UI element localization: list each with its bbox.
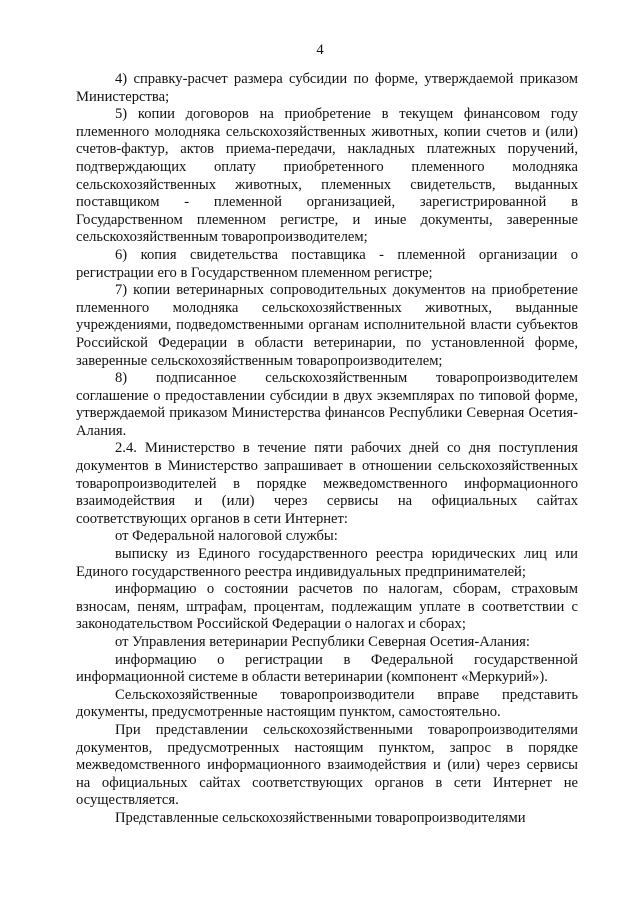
paragraph-item-7: 7) копии ветеринарных сопроводительных документов на приобретение племенного молодняка сельскохозяйственных животных, выданные учреждениями, подведомственными органам исполнительной власти субъектов Российской Федерации в области ветеринарии, по установленной форме, заверенные сельскохозяйственным товаропроизводителем; xyxy=(76,282,578,369)
paragraph-clause-2-4: 2.4. Министерство в течение пяти рабочих дней со дня поступления документов в Министерство запрашивает в отношении сельскохозяйственных товаропроизводителей в порядке межведомственного информационного взаимодействия и (или) через сервисы на официальных сайтах соответствующих органов в сети Интернет: xyxy=(76,440,578,527)
document-body xyxy=(76,71,578,828)
paragraph-self-submission: Сельскохозяйственные товаропроизводители вправе представить документы, предусмотренные настоящим пунктом, самостоятельно. xyxy=(76,686,578,721)
paragraph-mercury-registration: информацию о регистрации в Федеральной государственной информационной системе в области ветеринарии (компонент «Меркурий»). xyxy=(76,651,578,686)
paragraph-submitted-documents: Представленные сельскохозяйственными товаропроизводителями xyxy=(115,809,526,826)
paragraph-item-6: 6) копия свидетельства поставщика - племенной организации о регистрации его в Государственном племенном регистре; xyxy=(76,246,578,281)
paragraph-registry-extract: выписку из Единого государственного реестра юридических лиц или Единого государственного реестра индивидуальных предпринимателей; xyxy=(76,546,578,580)
paragraph-tax-service: от Федеральной налоговой службы: xyxy=(115,528,338,545)
paragraph-tax-settlements: информацию о состоянии расчетов по налогам, сборам, страховым взносам, пеням, штрафам, процентам, подлежащим уплате в соответствии с законодательством Российской Федерации о налогах и сборах; xyxy=(76,581,578,633)
paragraph-no-request: При представлении сельскохозяйственными товаропроизводителями документов, предусмотренных настоящим пунктом, запрос в порядке межведомственного информационного взаимодействия и (или) через сервисы на официальных сайтах соответствующих органов в сети Интернет не осуществляется. xyxy=(76,721,578,809)
page-number: 4 xyxy=(316,42,324,58)
paragraph-item-4: 4) справку-расчет размера субсидии по форме, утверждаемой приказом Министерства; xyxy=(76,71,578,105)
paragraph-veterinary-department: от Управления ветеринарии Республики Северная Осетия-Алания: xyxy=(115,634,530,650)
paragraph-item-8: 8) подписанное сельскохозяйственным товаропроизводителем соглашение о предоставлении субсидии в двух экземплярах по типовой форме, утверждаемой приказом Министерства финансов Республики Северная Осетия-Алания. xyxy=(76,370,578,439)
paragraph-item-5: 5) копии договоров на приобретение в текущем финансовом году племенного молодняка сельскохозяйственных животных, копии счетов и (или) счетов-фактур, актов приема-передачи, накладных платежных поручений, подтверждающих оплату приобретенного племенного молодняка сельскохозяйственных животных, племенных свидетельств, выданных поставщиком - племенной организацией, зарегистрированной в Государственном племенном регистре, и иные документы, заверенные сельскохозяйственным товаропроизводителем; xyxy=(76,106,578,246)
